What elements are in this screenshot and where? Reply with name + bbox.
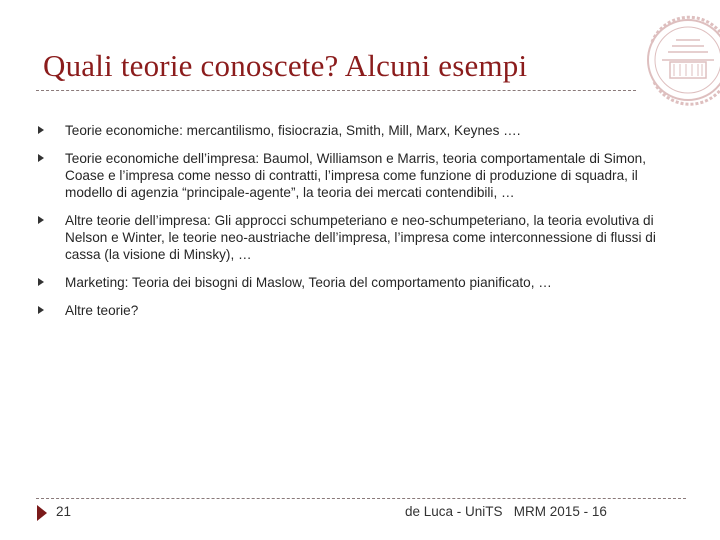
page-number: 21	[56, 504, 72, 519]
bullet-text: Altre teorie dell’impresa: Gli approcci schumpeteriano e neo-schumpeteriano, la teoria evolutiva di Nelson e Winter, le teorie neo-austriache dell’impresa, l’impresa come interconnessione di flussi di cassa (la visione di Minsky), …	[65, 213, 656, 262]
triangle-right-icon	[38, 278, 44, 286]
triangle-right-icon	[38, 216, 44, 224]
bullet-text: Marketing: Teoria dei bisogni di Maslow, Teoria del comportamento pianificato, …	[65, 275, 552, 290]
triangle-right-icon	[38, 306, 44, 314]
footer-credit: de Luca - UniTS MRM 2015 - 16	[405, 504, 607, 519]
bullet-text: Altre teorie?	[65, 303, 139, 318]
list-item	[38, 122, 668, 139]
list-item	[38, 302, 668, 319]
bullet-list	[38, 122, 668, 330]
triangle-right-icon	[38, 154, 44, 162]
list-item	[38, 150, 668, 201]
list-item	[38, 212, 668, 263]
university-seal-icon	[640, 12, 720, 112]
title-divider	[36, 90, 636, 91]
play-arrow-icon	[37, 505, 47, 521]
footer-divider	[36, 498, 686, 499]
slide-title: Quali teorie conoscete? Alcuni esempi	[43, 48, 528, 83]
list-item	[38, 274, 668, 291]
bullet-text: Teorie economiche: mercantilismo, fisiocrazia, Smith, Mill, Marx, Keynes ….	[65, 123, 521, 138]
bullet-text: Teorie economiche dell’impresa: Baumol, Williamson e Marris, teoria comportamentale di Simon, Coase e l’impresa come nesso di contratti, l’impresa come funzione di produzione di squadra, il modello di agenzia “principale-agente”, la teoria dei mercati contendibili, …	[65, 151, 646, 200]
triangle-right-icon	[38, 126, 44, 134]
